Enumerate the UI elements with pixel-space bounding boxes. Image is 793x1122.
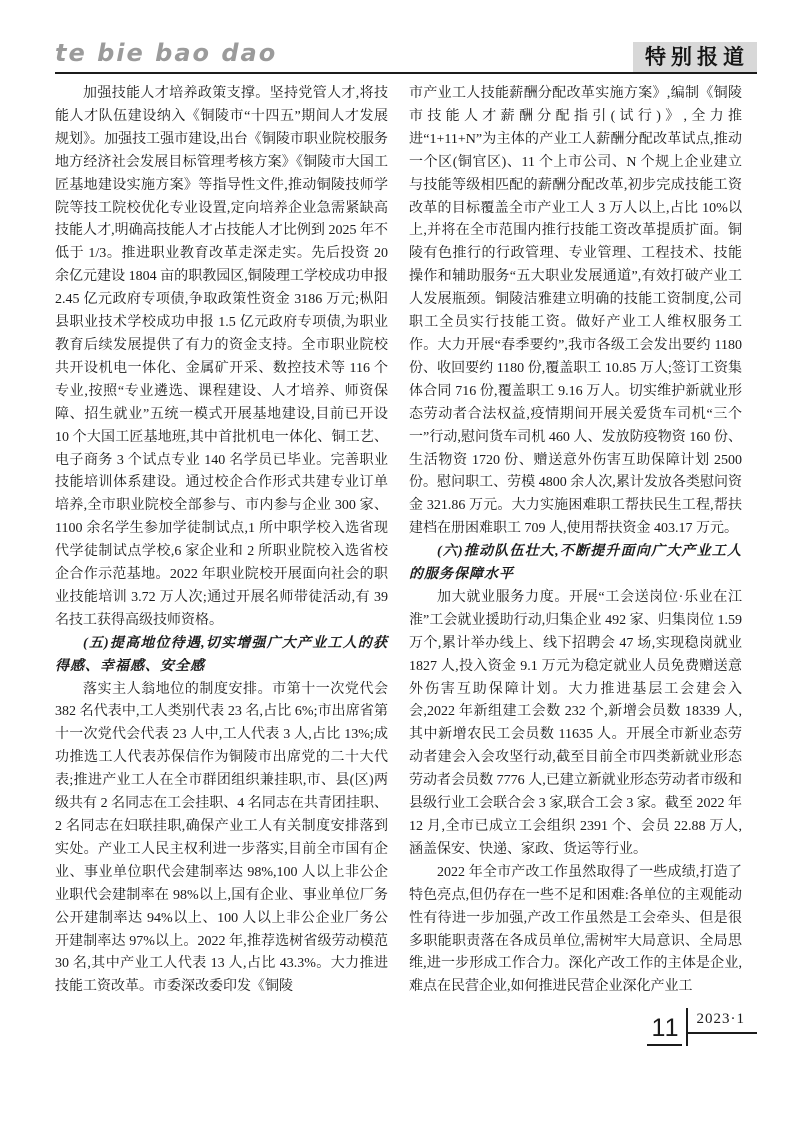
body-paragraph: 市产业工人技能薪酬分配改革实施方案》,编制《铜陵市技能人才薪酬分配指引(试行)》,全力推进“1+11+N”为主体的产业工人薪酬分配改革试点,推动一个区(铜官区)、11 个上市公司、N 个规上企业建立与技能等级相匹配的薪酬分配改革,初步完成技能工资改革的目标覆盖全市产业工人 3 万人以上,占比 10%以上,并将在全市范围内推行技能工资改革提质扩面。铜陵有色推行的行政管理、专业管理、工程技术、技能操作和辅助服务“五大职业发展通道”,有效打破产业工人发展瓶颈。铜陵洁雅建立明确的技能工资制度,公司职工全员实行技能工资。做好产业工人维权服务工作。大力开展“春季要约”,我市各级工会发出要约 1180 份、收回要约 1180 份,覆盖职工 10.85 万人;签订工资集体合同 716 份,覆盖职工 9.16 万人。切实维护新就业形态劳动者合法权益,疫情期间开展关爱货车司机“三个一”行动,慰问货车司机 460 人、发放防疫物资 160 份、生活物资 1720 份、赠送意外伤害互助保障计划 2500 份。慰问职工、劳模 4800 余人次,累计发放各类慰问资金 321.86 万元。大力实施困难职工帮扶民生工程,帮扶建档在册困难职工 709 人,使用帮扶资金 403.17 万元。 [409,86,742,537]
section-heading: (五)提高地位待遇,切实增强广大产业工人的获得感、幸福感、安全感 [55,635,388,674]
body-paragraph: 落实主人翁地位的制度安排。市第十一次党代会 382 名代表中,工人类别代表 23 名,占比 6%;市出席省第十一次党代会代表 23 人中,工人代表 3 人,占比 13%;成功推选工人代表苏保信作为铜陵市出席党的二十大代表;推进产业工人在全市群团组织兼挂职,市、县(区)两级共有 2 名同志在工会挂职、4 名同志在共青团挂职、2 名同志在妇联挂职,确保产业工人有关制度安排落到实处。产业工人民主权利进一步落实,目前全市国有企业、事业单位职代会建制率达 98%,100 人以上非公企业职代会建制率在 98%以上,国有企业、事业单位厂务公开建制率达 94%以上、100 人以上非公企业厂务公开建制率达 97%以上。2022 年,推荐选树省级劳动模范 30 名,其中产业工人代表 13 人,占比 43.3%。大力推进技能工资改革。市委深改委印发《铜陵 [55,681,388,995]
issue-label: 2023·1 [688,1008,758,1034]
section-heading: (六)推动队伍壮大,不断提升面向广大产业工人的服务保障水平 [409,544,742,583]
body-paragraph: 2022 年全市产改工作虽然取得了一些成绩,打造了特色亮点,但仍存在一些不足和困难:各单位的主观能动性有待进一步加强,产改工作虽然是工会牵头、但是很多职能职责落在各成员单位,需树牢大局意识、全局思维,进一步形成工作合力。深化产改工作的主体是企业,难点在民营企业,如何推进民营企业深化产业工 [409,864,742,995]
masthead-pinyin-logo: te bie bao dao [55,39,278,67]
section-badge: 特别报道 [633,42,757,72]
body-paragraph: 加大就业服务力度。开展“工会送岗位·乐业在江淮”工会就业援助行动,归集企业 492 家、归集岗位 1.59 万个,累计举办线上、线下招聘会 47 场,实现稳岗就业 1827 人,投入资金 9.1 万元为稳定就业人员免费赠送意外伤害互助保障计划。大力推进基层工会建会入会,2022 年新组建工会数 232 个,新增会员数 18339 人,其中新增农民工会员数 11635 人。开展全市新业态劳动者建会入会攻坚行动,截至目前全市四类新就业形态劳动者会员数 7776 人,已建立新就业形态劳动者市级和县级行业工会联合会 3 家,联合工会 3 家。截至 2022 年 12 月,全市已成立工会组织 2391 个、会员 22.88 万人,涵盖保安、快递、家政、货运等行业。 [409,589,742,857]
text-column-left [55,83,388,999]
article-body [55,83,742,999]
page-number-cell [647,1008,688,1046]
page-number: 11 [647,1014,682,1046]
body-paragraph: 加强技能人才培养政策支撑。坚持党管人才,将技能人才队伍建设纳入《铜陵市“十四五”期间人才发展规划》。加强技工强市建设,出台《铜陵市职业院校服务地方经济社会发展目标管理考核方案》《铜陵市大国工匠基地建设实施方案》等指导性文件,推动铜陵技师学院等技工院校优化专业设置,定向培养企业急需紧缺高技能人才,明确高技能人才占技能人才比例到 2025 年不低于 1/3。推进职业教育改革走深走实。先后投资 20 余亿元建设 1804 亩的职教园区,铜陵理工学校成功申报 2.45 亿元政府专项债,争取政策性资金 3186 万元;枞阳县职业技术学校成功申报 1.5 亿元政府专项债,为职业教育后续发展提供了有力的资金支持。全市职业院校共开设机电一体化、金属矿开采、数控技术等 116 个专业,按照“专业遴选、课程建设、人才培养、师资保障、招生就业”五统一模式开展基地建设,目前已开设 10 个大国工匠基地班,其中首批机电一体化、铜工艺、电子商务 3 个试点专业 140 名学员已毕业。完善职业技能培训体系建设。通过校企合作形式共建专业订单培养,全市职业院校全部参与、市内参与企业 300 家、1100 余名学生参加学徒制试点,1 所中职学校入选省现代学徒制试点学校,6 家企业和 2 所职业院校入选省校企合作示范基地。2022 年职业院校开展面向社会的职业技能培训 3.72 万人次;通过开展名师带徒活动,有 39 名技工获得高级技师资格。 [55,86,388,628]
page-header [55,36,757,74]
page-footer [647,1008,757,1046]
text-column-right [409,83,742,999]
